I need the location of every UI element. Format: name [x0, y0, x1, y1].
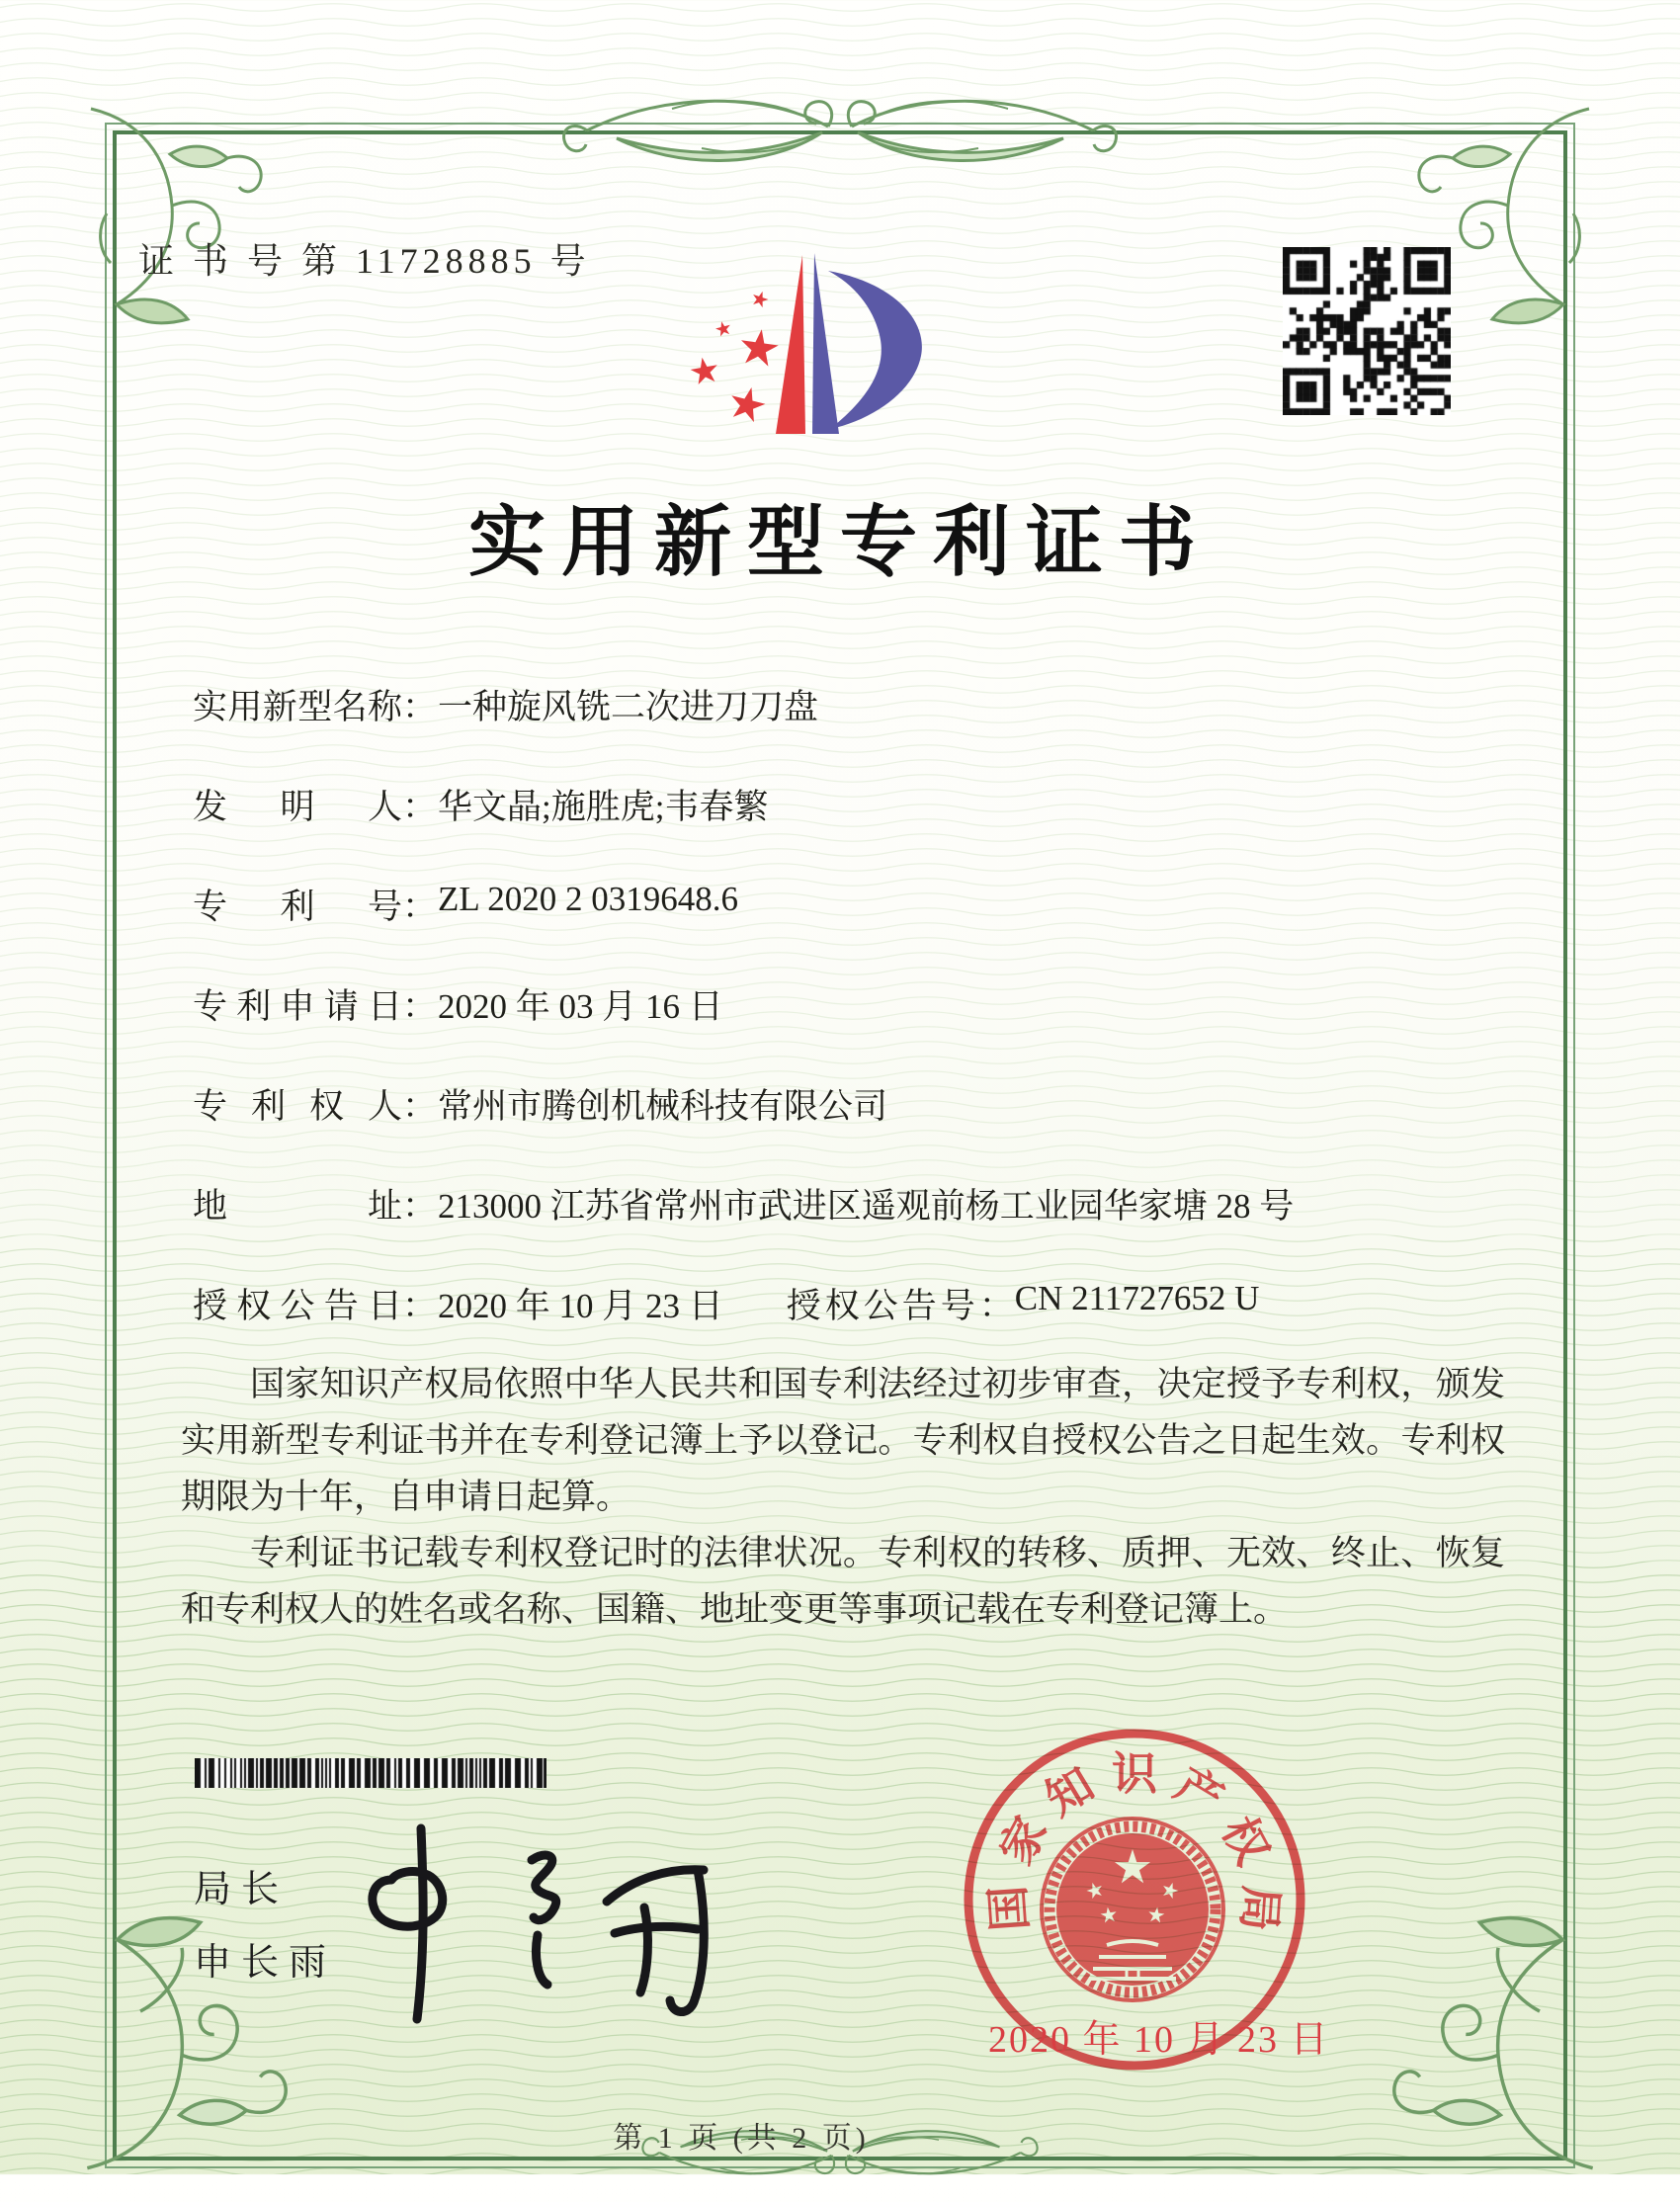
page-number: 第 1 页 (共 2 页)	[613, 2122, 870, 2155]
svg-text:家: 家	[990, 1809, 1057, 1873]
svg-text:权: 权	[1212, 1809, 1279, 1873]
logo-blue-blade	[812, 253, 839, 434]
svg-text:国: 国	[982, 1884, 1037, 1933]
svg-text:产: 产	[1166, 1758, 1232, 1825]
field-row-filing-date	[193, 979, 1522, 1025]
field-label: 授权公告日	[193, 1287, 402, 1325]
svg-text:局: 局	[1232, 1884, 1287, 1933]
field-label: 实用新型名称	[193, 688, 402, 726]
certificate-number: 证 书 号 第 11728885 号	[138, 241, 591, 281]
field-label: 专利申请日	[193, 987, 402, 1026]
seal-date: 2020 年 10 月 23 日	[988, 2019, 1330, 2061]
colon: ：	[978, 1287, 1014, 1325]
field-row-inventors	[193, 780, 1522, 825]
legal-text	[181, 1356, 1505, 1638]
field-value: 华文晶;施胜虎;韦春繁	[438, 788, 769, 826]
grant-number-block	[787, 1279, 1260, 1328]
svg-text:识: 识	[1112, 1748, 1157, 1800]
qr-code	[1283, 247, 1451, 415]
barcode	[195, 1758, 546, 1788]
legal-paragraph-1: 国家知识产权局依照中华人民共和国专利法经过初步审查，决定授予专利权，颁发实用新型专利证书并在专利登记簿上予以登记。专利权自授权公告之日起生效。专利权期限为十年，自申请日起算。	[181, 1365, 1505, 1516]
colon: ：	[402, 688, 438, 726]
top-center-flourish	[553, 61, 1127, 200]
grant-number-value: CN 211727652 U	[1014, 1279, 1260, 1317]
logo-stars	[689, 289, 781, 423]
field-value: ZL 2020 2 0319648.6	[438, 880, 738, 918]
field-label: 发明人	[193, 788, 402, 826]
director-name-label: 申长雨	[194, 1942, 337, 1984]
logo-red-blade	[776, 255, 805, 434]
field-row-name	[193, 680, 1522, 725]
director-title-label: 局长	[194, 1869, 290, 1910]
field-row-grant-date	[193, 1279, 1522, 1324]
colon: ：	[402, 987, 438, 1026]
field-list	[193, 680, 1522, 1379]
field-row-address	[193, 1179, 1522, 1225]
director-signature	[326, 1817, 751, 2034]
field-value: 一种旋风铣二次进刀刀盘	[438, 688, 819, 726]
field-label: 专利权人	[193, 1087, 402, 1126]
colon: ：	[402, 1287, 438, 1325]
cnipa-logo-icon	[644, 223, 941, 441]
field-value: 常州市腾创机械科技有限公司	[438, 1087, 888, 1126]
field-value: 2020 年 10 月 23 日	[438, 1287, 723, 1325]
svg-text:知: 知	[1037, 1758, 1103, 1825]
colon: ：	[402, 888, 438, 926]
colon: ：	[402, 1087, 438, 1126]
colon: ：	[402, 1187, 438, 1226]
certificate-title: 实用新型专利证书	[467, 499, 1212, 585]
field-value: 213000 江苏省常州市武进区遥观前杨工业园华家塘 28 号	[438, 1187, 1295, 1226]
national-emblem	[1042, 1819, 1223, 2000]
logo-blue-bowl	[828, 271, 922, 429]
legal-paragraph-2: 专利证书记载专利权登记时的法律状况。专利权的转移、质押、无效、终止、恢复和专利权人的姓名或名称、国籍、地址变更等事项记载在专利登记簿上。	[181, 1534, 1505, 1629]
corner-ornament-top-left	[77, 95, 314, 332]
field-row-patent-no	[193, 880, 1522, 925]
field-label: 地址	[193, 1187, 402, 1226]
field-label: 专利号	[193, 888, 402, 926]
colon: ：	[402, 788, 438, 826]
grant-number-label: 授权公告号	[786, 1287, 979, 1325]
field-row-patentee	[193, 1079, 1522, 1125]
field-value: 2020 年 03 月 16 日	[438, 987, 723, 1026]
